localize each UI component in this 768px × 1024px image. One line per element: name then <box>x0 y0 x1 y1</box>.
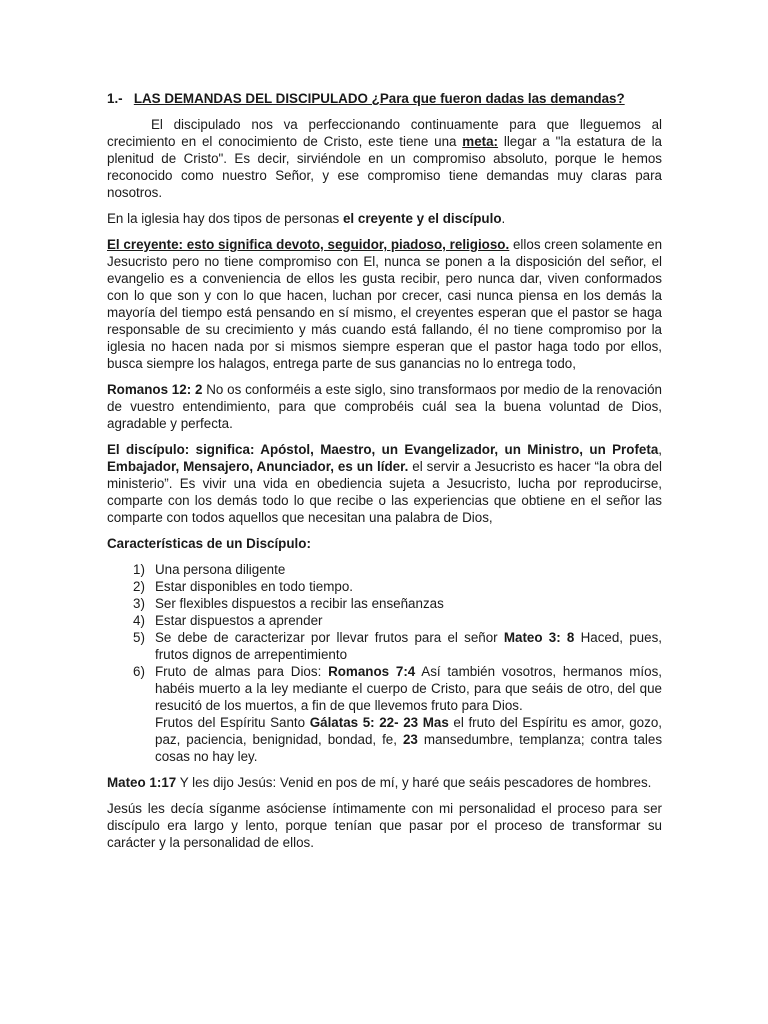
creyente-definition: El creyente: esto significa devoto, seguidor, piadoso, religioso. <box>107 237 510 252</box>
mas-word: Mas <box>418 715 449 730</box>
frutos-espiritu-text <box>155 714 662 765</box>
caracteristicas-title: Características de un Discípulo: <box>107 536 311 551</box>
intro-text-2: llegar a "la estatura de la plenitud de Cristo". Es decir, sirviéndole en un compromiso absoluto, porque le hemos reconocido como nuestro Señor, y ese compromiso tiene demandas muy claras para nosotros. <box>107 134 662 200</box>
list-item <box>107 663 662 765</box>
frutos-text-2: el fruto del Espíritu es amor, gozo, paz, paciencia, benignidad, bondad, fe, <box>155 715 662 747</box>
romanos-12-paragraph <box>107 381 662 432</box>
mateo-text: Y les dijo Jesús: Venid en pos de mí, y haré que seáis pescadores de hombres. <box>176 775 652 790</box>
discipulo-body: el servir a Jesucristo es hacer “la obra del ministerio”. Es vivir una vida en obediencia sujeta a Jesucristo, lucha por reproducirse, comparte con los demás todo lo que recibe o las experiencias que obtiene en el señor las comparte con todos aquellos que necesitan una palabra de Dios, <box>107 459 662 525</box>
romanos-12-ref: Romanos 12: 2 <box>107 382 203 397</box>
discipulo-definition: El discípulo: significa: Apóstol, Maestro, un Evangelizador, un Ministro, un Profeta <box>107 442 659 457</box>
list-item-number: 2) <box>133 579 145 594</box>
types-text-2: . <box>501 211 506 226</box>
discipulo-comma: , <box>658 442 662 457</box>
list-item-text: Una persona diligente <box>155 562 286 577</box>
romanos-7-4-ref: Romanos 7:4 <box>328 664 416 679</box>
list-item <box>107 595 662 612</box>
mateo-1-17-ref: Mateo 1:17 <box>107 775 177 790</box>
intro-text-1: El discipulado nos va perfeccionando continuamente para que lleguemos al crecimiento en el conocimiento de Cristo, este tiene una <box>107 117 662 149</box>
verse-23-number: 23 <box>402 732 418 747</box>
intro-meta-term: meta: <box>462 134 499 149</box>
heading-title: LAS DEMANDAS DEL DISCIPULADO ¿Para que fueron dadas las demandas? <box>133 91 625 106</box>
list-item-text-2: Así también vosotros, hermanos míos, habéis muerto a la ley mediante el cuerpo de Cristo, para que seáis de otro, del que resucitó de los muertos, a fin de que llevemos fruto para Dios. <box>155 664 662 713</box>
mateo-3-8-ref: Mateo 3: 8 <box>503 630 575 645</box>
galatas-5-ref: Gálatas 5: 22- 23 <box>309 715 419 730</box>
section-heading <box>107 90 662 107</box>
list-item-number: 1) <box>133 562 145 577</box>
list-item-text: Se debe de caracterizar por llevar frutos para el señor <box>155 630 504 645</box>
frutos-text-1: Frutos del Espíritu Santo <box>155 715 310 730</box>
intro-paragraph <box>107 116 662 201</box>
discipulo-paragraph <box>107 441 662 526</box>
list-item <box>107 578 662 595</box>
heading-number: 1.- <box>107 91 123 106</box>
list-item-number: 5) <box>133 630 145 645</box>
list-item-text: Fruto de almas para Dios: <box>155 664 329 679</box>
mateo-paragraph <box>107 774 662 791</box>
creyente-paragraph <box>107 236 662 372</box>
list-item-number: 4) <box>133 613 145 628</box>
types-paragraph <box>107 210 662 227</box>
closing-paragraph: Jesús les decía síganme asóciense íntimamente con mi personalidad el proceso para ser discípulo era largo y lento, porque tenían que pasar por el proceso de transformar su carácter y la personalidad de ellos. <box>107 801 662 850</box>
list-item-text: Estar dispuestos a aprender <box>155 613 323 628</box>
list-item <box>107 629 662 663</box>
list-item-text: Estar disponibles en todo tiempo. <box>155 579 354 594</box>
list-item <box>107 612 662 629</box>
types-text-1: En la iglesia hay dos tipos de personas <box>107 211 343 226</box>
list-item <box>107 561 662 578</box>
frutos-text-3: mansedumbre, templanza; contra tales cosas no hay ley. <box>155 732 663 764</box>
list-item-number: 6) <box>133 664 145 679</box>
types-bold: el creyente y el discípulo <box>342 211 502 226</box>
romanos-12-text: No os conforméis a este siglo, sino transformaos por medio de la renovación de vuestro entendimiento, para que comprobéis cuál sea la buena voluntad de Dios, agradable y perfecta. <box>107 382 662 431</box>
discipulo-definition-2: Embajador, Mensajero, Anunciador, es un líder. <box>107 459 409 474</box>
caracteristicas-list <box>107 561 662 765</box>
creyente-body: ellos creen solamente en Jesucristo pero no tiene compromiso con El, nunca se ponen a la disposición del señor, el evangelio es a conveniencia de ellos les gusta recibir, pero nunca dar, viven conformados con lo que son y con lo que hacen, luchan por crecer, casi nunca piensa en los demás la mayoría del tiempo está pensando en sí mismo, el creyentes esperan que el pastor se haga responsable de su crecimiento y más cuando está fallando, él no tiene compromiso por la iglesia no hacen nada por si mismos siempre esperan que el pastor haga todo por ellos, busca siempre los halagos, entrega parte de sus ganancias no lo entrega todo, <box>107 237 663 371</box>
list-item-number: 3) <box>133 596 145 611</box>
list-item-text-2: Haced, pues, frutos dignos de arrepentimiento <box>155 630 662 662</box>
list-item-text: Ser flexibles dispuestos a recibir las enseñanzas <box>155 596 444 611</box>
